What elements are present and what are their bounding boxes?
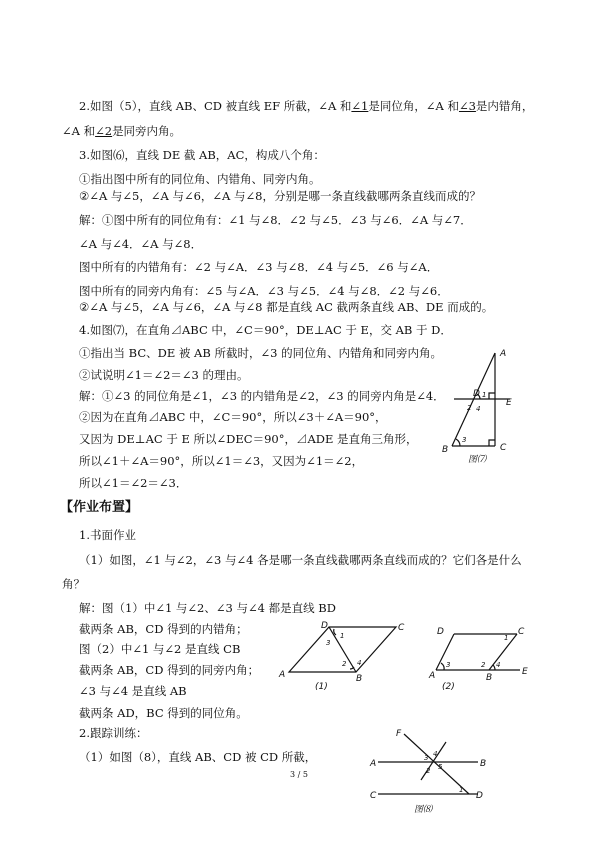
para-4-line: ①指出当 BC、DE 被 AB 所截时，∠3 的同位角、内错角和同旁内角。 [79, 346, 443, 360]
angle-2-label: 2 [342, 660, 347, 668]
para-3-line: ②∠A 与∠5，∠A 与∠6，∠A 与∠8 都是直线 AC 截两条直线 AB、DE 而成的。 [79, 300, 494, 314]
label-c: C [500, 443, 507, 453]
label-b: B [442, 445, 449, 455]
para-4-line: 解：①∠3 的同位角是∠1，∠3 的内错角是∠2，∠3 的同旁内角是∠4． [79, 389, 445, 403]
segment-ad [436, 634, 454, 670]
angle-arc-3 [456, 439, 460, 446]
label-a: A [279, 670, 286, 680]
label-d: D [476, 791, 483, 801]
segment-cb [489, 634, 517, 670]
para-3-line: 3.如图⑹，直线 DE 截 AB，AC，构成八个角： [79, 148, 325, 162]
angle-arc-1 [334, 629, 336, 635]
transversal-ef [404, 734, 469, 794]
para-4-line: 所以∠1＝∠2＝∠3． [79, 476, 188, 490]
label-a: A [370, 759, 377, 769]
blank-answer: ∠1 [351, 99, 369, 113]
homework-line: 解：图（1）中∠1 与∠2、∠3 与∠4 都是直线 BD [79, 601, 336, 615]
right-angle-mark-c [489, 440, 495, 446]
angle-1-label: 1 [459, 786, 464, 794]
angle-2-label: 2 [481, 661, 486, 669]
figure-7-diagram [440, 340, 520, 465]
para-4-line: 所以∠1＋∠A＝90°，所以∠1＝∠3，又因为∠1＝∠2， [79, 454, 364, 468]
homework-line: 截两条 AB，CD 得到的同旁内角； [79, 663, 260, 677]
angle-1-label: 1 [504, 634, 509, 642]
para-4-line: 又因为 DE⊥AC 于 E 所以∠DEC＝90°，⊿ADE 是直角三角形， [79, 432, 418, 446]
para-2-line-1 [79, 99, 533, 113]
para-4-line: 4.如图⑺，在直角⊿ABC 中，∠C＝90°，DE⊥AC 于 E，交 AB 于 D． [79, 323, 452, 337]
para-3-line: ②∠A 与∠5，∠A 与∠6，∠A 与∠8，分别是哪一条直线截哪两条直线而成的？ [79, 189, 481, 203]
angle-5-label: 5 [438, 763, 443, 771]
label-d: D [437, 627, 444, 637]
angle-2-label: 2 [426, 767, 431, 775]
figure-1-caption: (1) [315, 682, 328, 692]
figure-2-parallelogram [424, 614, 534, 696]
figure-8-caption: 图⑻ [414, 805, 433, 815]
label-d: D [473, 389, 480, 399]
para-3-line: 解：①图中所有的同位角有：∠1 与∠8．∠2 与∠5．∠3 与∠6．∠A 与∠7． [79, 213, 472, 227]
homework-line: 截两条 AB，CD 得到的内错角； [79, 622, 248, 636]
angle-4-label: 4 [496, 661, 501, 669]
homework-line: 截两条 AD，BC 得到的同位角。 [79, 706, 248, 720]
angle-arc-4 [493, 665, 495, 670]
angle-3-label: 3 [446, 661, 451, 669]
label-a: A [500, 349, 507, 359]
figure-8-diagram [366, 724, 496, 818]
homework-line: 1.书面作业 [79, 528, 136, 542]
section-heading: 【作业布置】 [60, 500, 139, 515]
para-3-line: 图中所有的内错角有：∠2 与∠A．∠3 与∠8．∠4 与∠5．∠6 与∠A． [79, 260, 439, 274]
label-b: B [480, 759, 487, 769]
angle-2-label: 2 [467, 404, 472, 412]
homework-line: （1）如图（8），直线 AB、CD 被 CD 所截， [79, 750, 317, 764]
page-number: 3 / 5 [290, 770, 308, 779]
angle-3-label: 3 [462, 436, 467, 444]
homework-line: （1）如图，∠1 与∠2，∠3 与∠4 各是哪一条直线截哪两条直线而成的？它们各是什么 [79, 553, 522, 567]
angle-4-label: 4 [357, 659, 362, 667]
angle-3-label: 3 [326, 639, 331, 647]
blank-answer: ∠2 [95, 124, 113, 138]
angle-1-label: 1 [482, 391, 487, 399]
homework-line: ∠3 与∠4 是直线 AB [79, 684, 187, 698]
label-c: C [370, 791, 377, 801]
label-d: D [321, 621, 328, 631]
angle-arc-3 [441, 663, 444, 670]
label-c: C [398, 623, 405, 633]
label-b: B [356, 674, 363, 684]
text: 2.如图（5），直线 AB、CD 被直线 EF 所截，∠A 和 [79, 99, 352, 113]
para-4-line: ②因为在直角⊿ABC 中，∠C＝90°，所以∠3＋∠A＝90°， [79, 410, 387, 424]
label-c: C [518, 627, 525, 637]
label-e: E [522, 667, 528, 677]
right-angle-mark-e [489, 393, 495, 399]
angle-4-label: 4 [476, 405, 481, 413]
figure-7-caption: 图⑺ [468, 455, 487, 465]
text: 是同位角，∠A 和 [368, 99, 459, 113]
blank-answer: ∠3 [458, 99, 476, 113]
label-b: B [486, 673, 493, 683]
para-4-line: ②试说明∠1＝∠2＝∠3 的理由。 [79, 368, 249, 382]
para-2-line-2 [62, 124, 181, 138]
angle-4-label: 4 [433, 750, 438, 758]
figure-1-parallelogram [276, 614, 416, 696]
text: ∠A 和 [62, 124, 96, 138]
homework-line: 角？ [62, 577, 85, 591]
label-e: E [506, 398, 512, 408]
text: 是内错角， [475, 99, 534, 113]
angle-1-label: 1 [340, 632, 345, 640]
homework-line: 图（2）中∠1 与∠2 是直线 CB [79, 642, 241, 656]
para-3-line: 图中所有的同旁内角有：∠5 与∠A．∠3 与∠5．∠4 与∠8．∠2 与∠6． [79, 284, 449, 298]
text: 是同旁内角。 [112, 124, 182, 138]
para-3-line: ∠A 与∠4．∠A 与∠8． [79, 237, 203, 251]
label-a: A [429, 671, 436, 681]
para-3-line: ①指出图中所有的同位角、内错角、同旁内角。 [79, 172, 321, 186]
homework-line: 2.跟踪训练： [79, 726, 148, 740]
angle-3-label: 3 [424, 754, 429, 762]
figure-2-caption: (2) [442, 682, 455, 692]
label-f: F [396, 729, 402, 739]
